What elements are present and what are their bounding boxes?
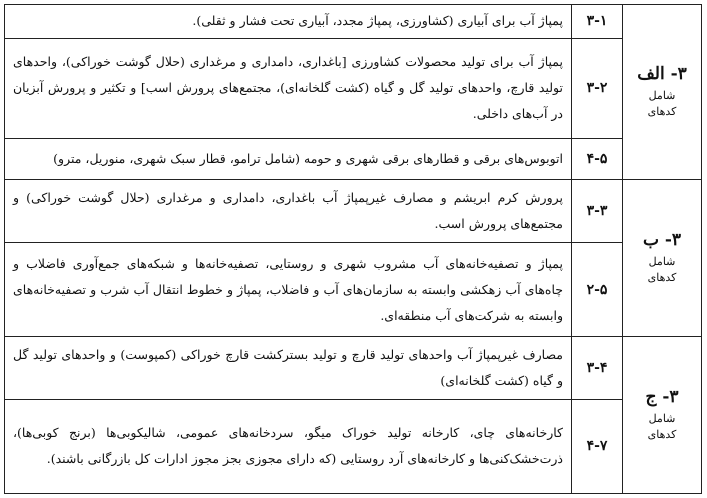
group-subtitle: کدهای <box>647 428 677 442</box>
row-description: مصارف غیرپمپاژ آب واحدهای تولید قارچ و تولید بسترکشت قارچ خوراکی (کمپوست) و واحدهای تولید گل و گیاه (کشت گلخانه‌ای) <box>5 337 572 399</box>
group-title: ۳- ج <box>645 387 679 408</box>
table-row <box>5 179 702 242</box>
table-row <box>5 38 702 138</box>
group-subtitle: کدهای <box>647 271 677 285</box>
row-description: پمپاژ آب برای تولید محصولات کشاورزی [باغداری، دامداری و مرغداری (حلال گوشت خوراکی)، واحدهای تولید قارچ، واحدهای تولید گل و گیاه (کشت گلخانه‌ای)، مجتمع‌های پرورش اسب] و تکثیر و پرورش آبزیان در آب‌های داخلی. <box>5 38 572 138</box>
row-description: پمپاژ و تصفیه‌خانه‌های آب مشروب شهری و روستایی، تصفیه‌خانه‌ها و شبکه‌های جمع‌آوری فاضلاب و چاه‌های آب زهکشی وابسته به سازمان‌های آب و فاضلاب، پمپاژ و خطوط انتقال آب شرب و تصفیه‌خانه‌های وابسته به شرکت‌های آب منطقه‌ای. <box>5 243 572 337</box>
row-description: پرورش کرم ابریشم و مصارف غیرپمپاژ آب باغداری، دامداری و مرغداری (حلال گوشت خوراکی) و مجتمع‌های پرورش اسب. <box>5 179 572 242</box>
table-row <box>5 5 702 39</box>
group-cell-b <box>623 179 702 337</box>
group-subtitle: شامل <box>648 255 676 269</box>
group-cell-c <box>623 337 702 494</box>
row-code: ۳-۴ <box>572 337 623 399</box>
group-subtitle: شامل <box>648 412 676 426</box>
table-row <box>5 139 702 180</box>
group-title: ۳- الف <box>637 63 687 84</box>
group-title: ۳- ب <box>642 230 682 251</box>
row-code: ۳-۳ <box>572 179 623 242</box>
table-row <box>5 399 702 493</box>
table-row <box>5 337 702 399</box>
row-code: ۳-۱ <box>572 5 623 39</box>
row-code: ۲-۵ <box>572 243 623 337</box>
row-code: ۴-۵ <box>572 139 623 180</box>
group-cell-a <box>623 5 702 180</box>
tariff-table <box>4 4 702 494</box>
row-description: کارخانه‌های چای، کارخانه تولید خوراک میگو، سردخانه‌های عمومی، شالیکوبی‌ها (برنج کوبی‌ها)، ذرت‌خشک‌کنی‌ها و کارخانه‌های آرد روستایی (که دارای مجوزی بجز مجوز ادارات کل بازرگانی باشند). <box>5 399 572 493</box>
table-row <box>5 243 702 337</box>
row-description: پمپاژ آب برای آبیاری (کشاورزی، پمپاژ مجدد، آبیاری تحت فشار و ثقلی). <box>5 5 572 39</box>
row-code: ۴-۷ <box>572 399 623 493</box>
row-description: اتوبوس‌های برقی و قطارهای برقی شهری و حومه (شامل ترامو، قطار سبک شهری، منوریل، مترو) <box>5 139 572 180</box>
group-subtitle: کدهای <box>647 104 677 118</box>
row-code: ۳-۲ <box>572 38 623 138</box>
group-subtitle: شامل <box>648 88 676 102</box>
